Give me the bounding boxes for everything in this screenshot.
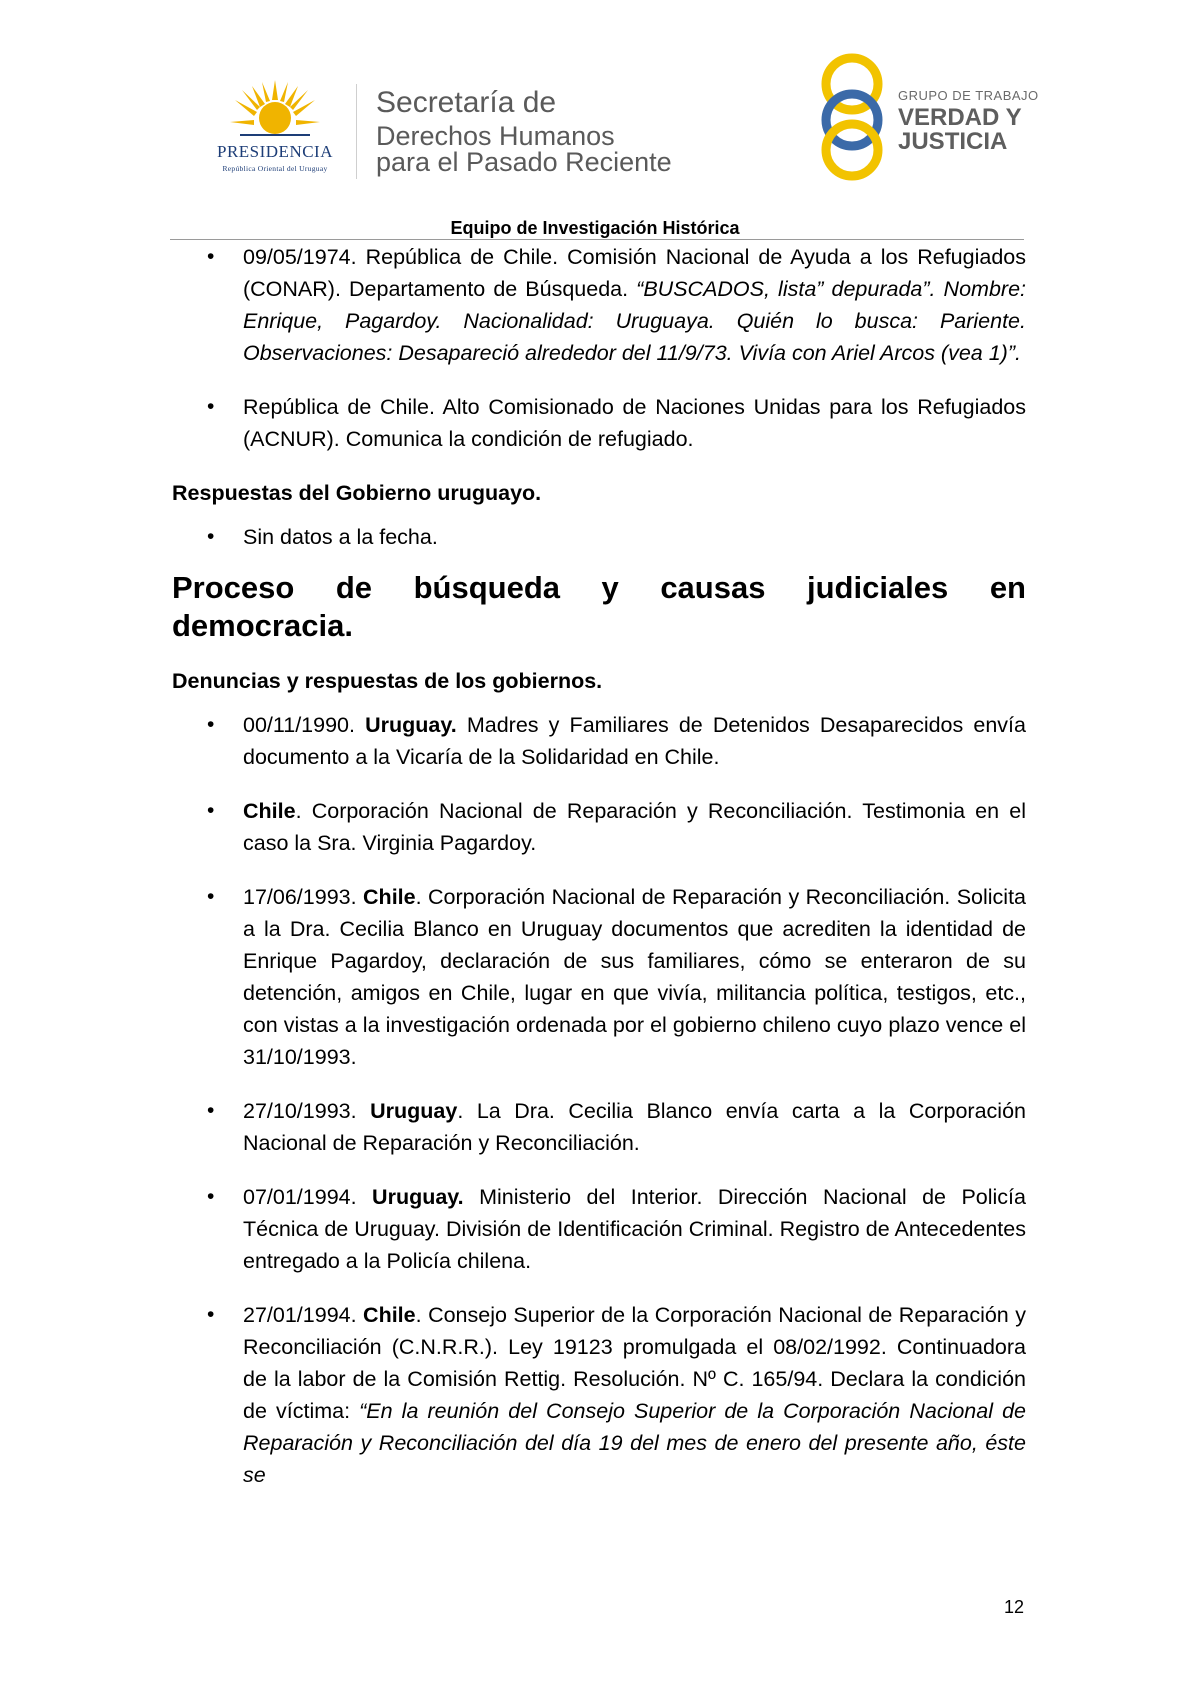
bullet-icon: • [207, 885, 215, 908]
page-number: 12 [1004, 1597, 1025, 1617]
header-rule [170, 239, 1024, 240]
sun-icon [230, 80, 320, 142]
list-item: • 07/01/1994. Uruguay. Ministerio del Interior. Dirección Nacional de Policía Técnica de Uruguay. División de Identificación Criminal. Registro de Antecedentes entregado a la Policía chilena. [172, 1181, 1026, 1277]
bullet-icon: • [207, 1099, 215, 1122]
bullet-icon: • [207, 395, 215, 418]
bullet-icon: • [207, 799, 215, 822]
list-item: • Chile. Corporación Nacional de Reparación y Reconciliación. Testimonia en el caso la Sra. Virginia Pagardoy. [172, 795, 1026, 859]
list-item: • 27/10/1993. Uruguay. La Dra. Cecilia Blanco envía carta a la Corporación Nacional de Reparación y Reconciliación. [172, 1095, 1026, 1159]
page-header [0, 0, 1190, 240]
proceso-heading-line-1: Proceso de búsqueda y causas judiciales en [172, 570, 1026, 605]
rings-icon [818, 52, 890, 182]
secretaria-line-3: para el Pasado Reciente [376, 147, 672, 177]
list-item: • 27/01/1994. Chile. Consejo Superior de la Corporación Nacional de Reparación y Reconciliación (C.N.R.R.). Ley 19123 promulgada el 08/02/1992. Continuadora de la labor de la Comisión Rettig. Resolución. Nº C. 165/94. Declara la condición de víctima: “En la reunión del Consejo Superior de la Corporación Nacional de Reparación y Reconciliación del día 19 del mes de enero del presente año, éste se [172, 1299, 1026, 1491]
document-body [172, 241, 1026, 1513]
secretaria-line-2: Derechos Humanos [376, 121, 615, 151]
presidencia-logo [195, 80, 355, 180]
respuestas-heading: Respuestas del Gobierno uruguayo. [172, 481, 542, 505]
team-title: Equipo de Investigación Histórica [450, 218, 740, 238]
secretaria-line-1: Secretaría de [376, 86, 557, 119]
list-item: • 00/11/1990. Uruguay. Madres y Familiares de Detenidos Desaparecidos envía documento a la Vicaría de la Solidaridad en Chile. [172, 709, 1026, 773]
bullet-icon: • [207, 713, 215, 736]
bullet-icon: • [207, 245, 215, 268]
proceso-heading-line-2: democracia. [172, 608, 353, 643]
verdad-justicia-logo [818, 52, 1048, 182]
grupo-big-label-2: JUSTICIA [898, 128, 1008, 155]
list-item: • 09/05/1974. República de Chile. Comisión Nacional de Ayuda a los Refugiados (CONAR). Departamento de Búsqueda. “BUSCADOS, lista” depurada”. Nombre: Enrique, Pagardoy. Nacionalidad: Uruguaya. Quién lo busca: Pariente. Observaciones: Desapareció alrededor del 11/9/73. Vivía con Ariel Arcos (vea 1)”. [172, 241, 1026, 369]
grupo-big-label-1: VERDAD Y [898, 104, 1022, 131]
list-item: • República de Chile. Alto Comisionado de Naciones Unidas para los Refugiados (ACNUR). Comunica la condición de refugiado. [172, 391, 1026, 455]
grupo-small-label: GRUPO DE TRABAJO [898, 88, 1039, 103]
list-item: • 17/06/1993. Chile. Corporación Nacional de Reparación y Reconciliación. Solicita a la Dra. Cecilia Blanco en Uruguay documentos que acrediten la identidad de Enrique Pagardoy, declaración de sus familiares, cómo se enteraron de su detención, amigos en Chile, lugar en que vivía, militancia política, testigos, etc., con vistas a la investigación ordenada por el gobierno chileno cuyo plazo vence el 31/10/1993. [172, 881, 1026, 1073]
presidencia-subtitle: República Oriental del Uruguay [222, 164, 328, 173]
bullet-icon: • [207, 1303, 215, 1326]
list-item: • Sin datos a la fecha. [172, 521, 1026, 553]
bullet-icon: • [207, 1185, 215, 1208]
bullet-icon: • [207, 525, 215, 548]
denuncias-subheading: Denuncias y respuestas de los gobiernos. [172, 669, 603, 693]
header-divider [356, 84, 357, 179]
presidencia-title: PRESIDENCIA [216, 142, 333, 161]
